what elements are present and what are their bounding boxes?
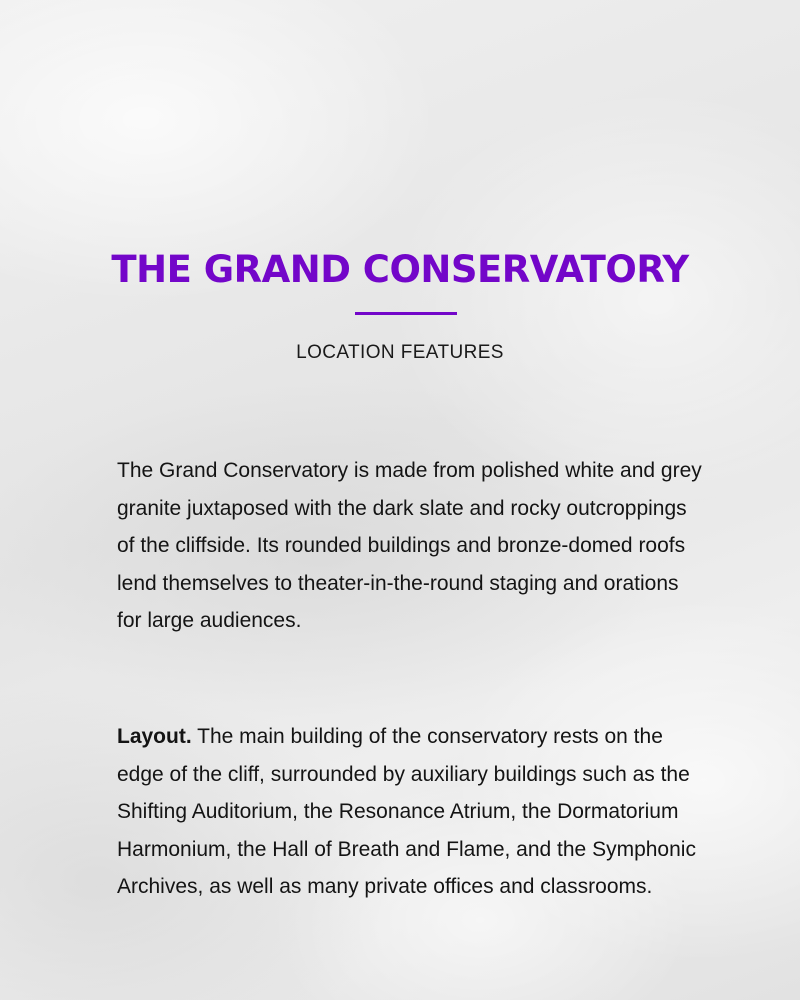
title-divider — [355, 312, 457, 315]
layout-lead: Layout. — [117, 725, 192, 748]
page-subtitle: LOCATION FEATURES — [296, 342, 504, 363]
description-paragraph: The Grand Conservatory is made from polished white and grey granite juxtaposed with the dark slate and rocky outcroppings of the cliffside. Its rounded buildings and bronze-domed roofs lend themselves to theater-in-the-round staging and orations for large audiences. — [117, 459, 702, 632]
layout-text: The main building of the conservatory rests on the edge of the cliff, surrounded by auxiliary buildings such as the Shifting Auditorium, the Resonance Atrium, the Dormatorium Harmonium, the Hall of Breath and Flame, and the Symphonic Archives, as well as many private offices and classrooms. — [117, 725, 696, 898]
page-title: THE GRAND CONSERVATORY — [111, 248, 689, 291]
layout-paragraph — [117, 718, 707, 906]
